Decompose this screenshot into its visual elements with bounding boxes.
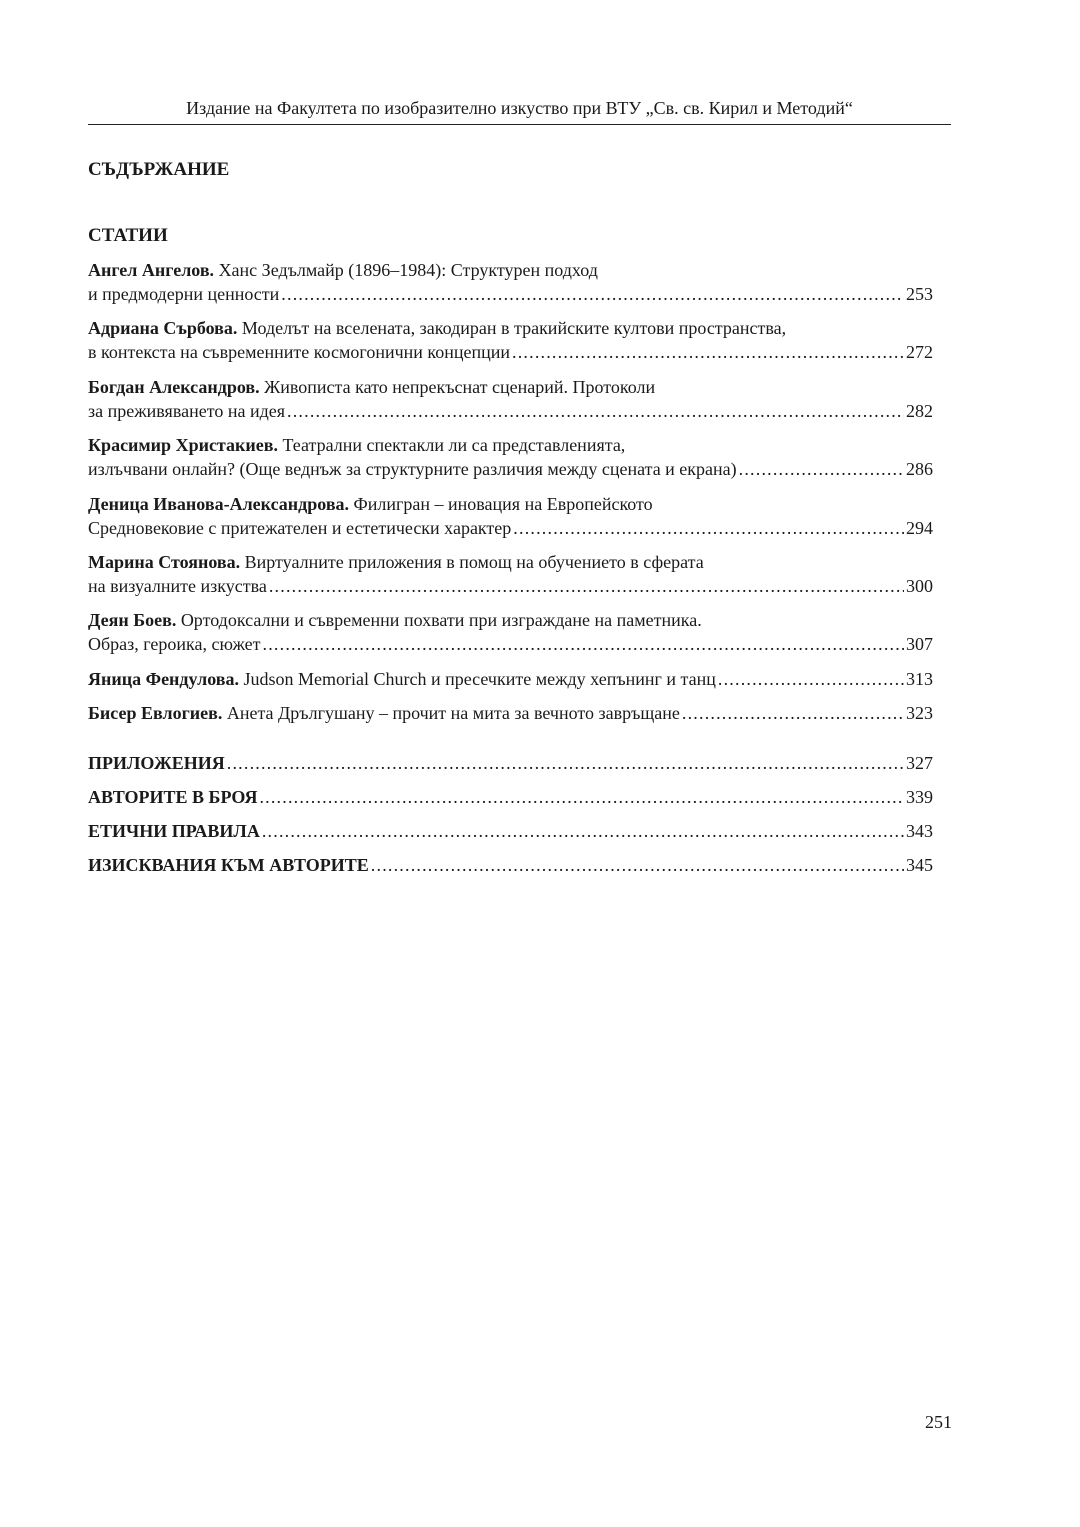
entry-title: Моделът на вселената, закодиран в тракийските култови пространства, <box>241 318 787 339</box>
toc-entry <box>88 492 933 540</box>
page-number: 251 <box>925 1412 952 1432</box>
entry-title: Виртуалните приложения в помощ на обучението в сферата <box>244 551 704 572</box>
entry-title: Театрални спектакли ли са представленията, <box>282 435 626 456</box>
dot-leader <box>682 701 904 725</box>
header-rule <box>88 124 951 125</box>
entry-author: Яница Фендулова. <box>88 668 239 689</box>
dot-leader <box>263 632 904 656</box>
dot-leader <box>718 667 904 691</box>
appendix-entries <box>88 751 933 887</box>
dot-leader <box>227 751 904 775</box>
dot-leader <box>269 574 904 598</box>
appendix-entry <box>88 853 933 877</box>
dot-leader <box>281 282 904 306</box>
entry-page: 323 <box>906 703 933 724</box>
entry-title-cont: Образ, героика, сюжет <box>88 634 261 655</box>
section-title: СТАТИИ <box>88 225 168 246</box>
appendix-page: 345 <box>906 855 933 875</box>
appendix-entry <box>88 785 933 809</box>
toc-entry <box>88 375 933 423</box>
entry-title: Ханс Зедълмайр (1896–1984): Структурен подход <box>218 260 598 280</box>
entry-author: Деян Боев. <box>88 610 177 631</box>
entry-page: 272 <box>906 342 933 363</box>
toc-entry <box>88 316 933 364</box>
entry-author: Адриана Сърбова. <box>88 318 238 339</box>
appendix-label: ИЗИСКВАНИЯ КЪМ АВТОРИТЕ <box>88 855 369 875</box>
appendix-page: 339 <box>906 787 933 807</box>
dot-leader <box>512 340 904 364</box>
appendix-entry <box>88 751 933 775</box>
entry-page: 286 <box>906 459 933 480</box>
appendix-label: ЕТИЧНИ ПРАВИЛА <box>88 821 260 841</box>
entry-title-cont: излъчвани онлайн? (Още веднъж за структурните различия между сцената и екрана) <box>88 459 737 480</box>
dot-leader <box>287 399 904 423</box>
entry-page: 253 <box>906 284 933 304</box>
entry-author: Марина Стоянова. <box>88 551 241 572</box>
running-head: Издание на Факултета по изобразително изкуство при ВТУ „Св. св. Кирил и Методий“ <box>186 98 853 118</box>
entry-page: 300 <box>906 575 933 596</box>
entry-author: Красимир Христакиев. <box>88 435 278 456</box>
entry-author: Богдан Александров. <box>88 376 260 397</box>
entry-page: 313 <box>906 668 933 689</box>
toc-entry <box>88 608 933 656</box>
entry-title-cont: в контекста на съвременните космогонични концепции <box>88 342 511 363</box>
entry-title-cont: и предмодерни ценности <box>88 284 280 304</box>
entry-title: Филигран – иновация на Европейското <box>353 493 653 514</box>
appendix-label: ПРИЛОЖЕНИЯ <box>88 753 225 773</box>
entry-title: Judson Memorial Church и пресечките между хепънинг и танц <box>243 668 716 689</box>
entry-title-cont: за преживяването на идея <box>88 400 286 421</box>
entry-page: 282 <box>906 400 933 421</box>
appendix-page: 327 <box>906 753 933 773</box>
entry-page: 307 <box>906 634 933 655</box>
toc-entry <box>88 550 933 598</box>
toc-entry <box>88 258 933 306</box>
toc-entry <box>88 701 933 725</box>
entry-author: Ангел Ангелов. <box>88 260 215 280</box>
toc-entry <box>88 667 933 691</box>
entry-page: 294 <box>906 517 933 538</box>
dot-leader <box>259 785 904 809</box>
entry-title: Ортодоксални и съвременни похвати при изграждане на паметника. <box>180 610 702 631</box>
dot-leader <box>513 516 904 540</box>
entry-title-cont: на визуалните изкуства <box>88 575 267 596</box>
toc-title: СЪДЪРЖАНИЕ <box>88 159 230 180</box>
toc-entries <box>88 258 933 725</box>
toc-entry <box>88 433 933 481</box>
entry-title: Живописта като непрекъснат сценарий. Протоколи <box>264 376 656 397</box>
dot-leader <box>739 457 904 481</box>
dot-leader <box>371 853 904 877</box>
entry-author: Бисер Евлогиев. <box>88 703 223 724</box>
entry-title: Анета Дрългушану – прочит на мита за вечното завръщане <box>226 703 680 724</box>
dot-leader <box>262 819 904 843</box>
entry-author: Деница Иванова-Александрова. <box>88 493 350 514</box>
appendix-entry <box>88 819 933 843</box>
entry-title-cont: Средновековие с притежателен и естетически характер <box>88 517 512 538</box>
appendix-label: АВТОРИТЕ В БРОЯ <box>88 787 258 807</box>
appendix-page: 343 <box>906 821 933 841</box>
